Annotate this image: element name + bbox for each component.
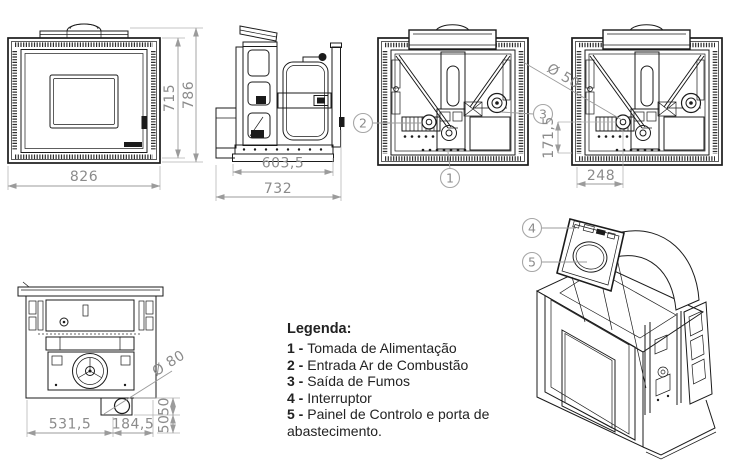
svg-text:3: 3 — [539, 106, 547, 122]
legend-item-5: 5 - Painel de Controlo e porta de abastecimento. — [287, 406, 490, 439]
side-air-box — [216, 108, 236, 148]
front-dimensions — [8, 28, 203, 190]
front-badge — [124, 142, 142, 147]
legend-item-2: 2 - Entrada Ar de Combustão — [287, 356, 469, 373]
dim-flue-offset: 248 — [586, 168, 616, 184]
top-dimensions — [27, 347, 188, 437]
side-pipe — [303, 57, 319, 62]
legend-item-4: 4 - Interruptor — [287, 389, 372, 406]
dim-front-height-body: 715 — [162, 83, 178, 113]
top-plate — [18, 287, 163, 296]
front-view — [8, 24, 203, 190]
dim-top-offset-a: 50 — [156, 397, 173, 416]
legend-item-1: 1 - Tomada de Alimentação — [287, 340, 457, 356]
legend-label-4: Interruptor — [307, 389, 372, 406]
legend — [287, 321, 511, 439]
dim-flue-height: 171,5 — [541, 116, 557, 159]
dim-front-width: 826 — [69, 169, 99, 185]
round-inlet-port — [422, 115, 436, 129]
glass-window-iso — [562, 330, 615, 432]
dim-front-height-total: 786 — [181, 80, 197, 110]
rear-lattice-frame — [684, 302, 712, 404]
dim-top-length-front: 184,5 — [111, 416, 155, 433]
dim-top-offset-b: 50 — [156, 414, 173, 434]
rear-unit-drawing — [378, 25, 528, 165]
legend-label-5: Painel de Controlo e porta de abastecimento. — [287, 406, 490, 439]
dim-side-depth-body: 603,5 — [261, 155, 305, 172]
hopper-duct — [615, 231, 699, 310]
legend-title: Legenda: — [287, 321, 352, 337]
front-frame-iso — [537, 291, 643, 447]
svg-text:2: 2 — [359, 115, 367, 131]
perspective-view — [523, 219, 717, 460]
convection-fan — [73, 354, 108, 389]
dim-top-length-rear: 531,5 — [48, 416, 92, 433]
front-door-frame — [21, 50, 147, 153]
rear-machinery — [645, 311, 681, 415]
dim-flue-diameter: Ø 50 — [543, 60, 583, 93]
rear-view-a — [354, 25, 553, 188]
legend-label-1: Tomada de Alimentação — [307, 340, 457, 356]
svg-text:5: 5 — [528, 254, 536, 270]
front-glass-window — [50, 75, 118, 128]
control-panel-lid — [557, 219, 624, 330]
top-view — [18, 282, 188, 437]
rear-panel-profile — [332, 47, 341, 147]
side-dimensions — [216, 130, 341, 201]
door-handle — [142, 116, 147, 129]
dim-side-depth-total: 732 — [263, 181, 293, 197]
legend-label-2: Entrada Ar de Combustão — [307, 356, 469, 373]
legend-item-3: 3 - Saída de Fumos — [287, 373, 410, 389]
side-view — [216, 26, 345, 201]
svg-text:1: 1 — [446, 170, 454, 186]
dim-inlet-diameter: Ø 80 — [149, 347, 189, 380]
rear-view-b — [523, 25, 722, 188]
svg-text:4: 4 — [528, 220, 536, 236]
legend-label-3: Saída de Fumos — [307, 373, 410, 389]
base-frame — [643, 400, 715, 455]
front-vent-strips — [15, 45, 154, 157]
flue-collar — [40, 24, 128, 38]
